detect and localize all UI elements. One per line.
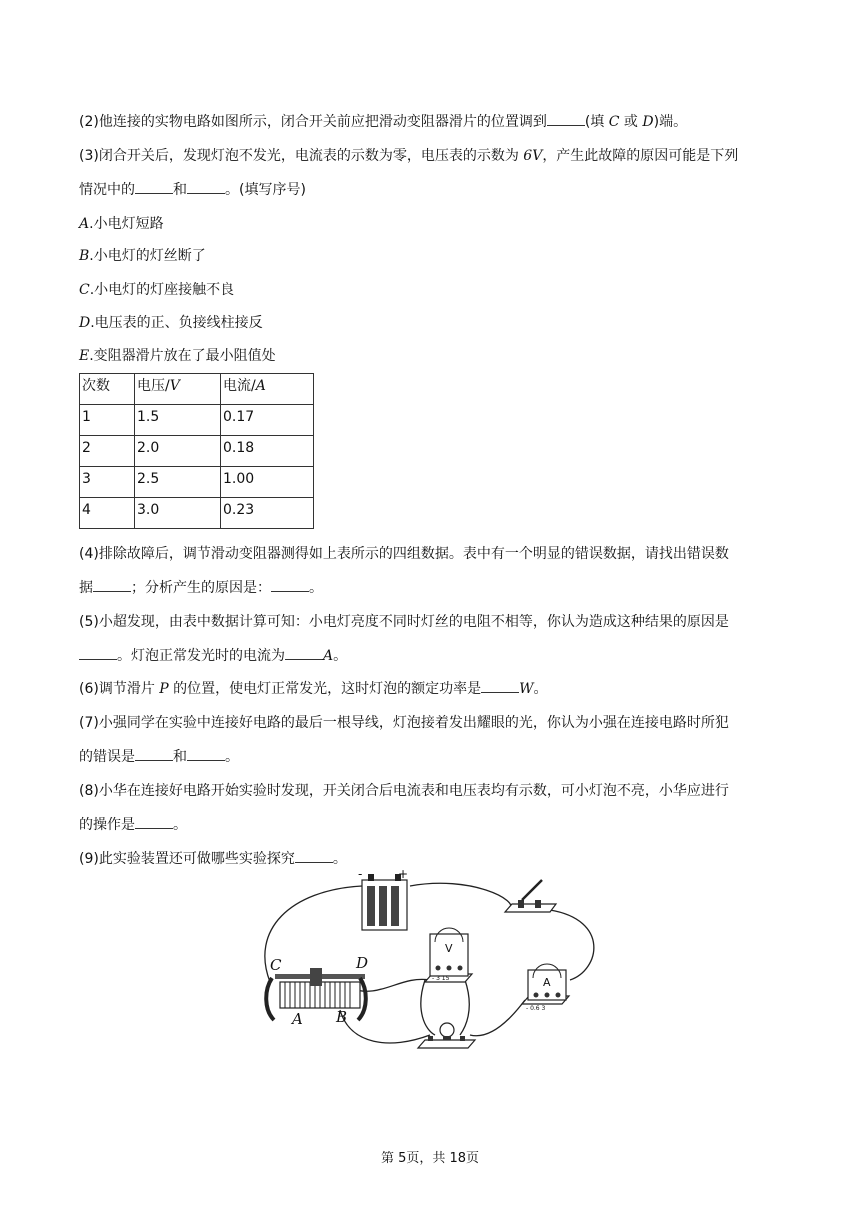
- ammeter-icon: [522, 964, 569, 1012]
- table-cell: 0.18: [221, 436, 314, 467]
- table-header-row: [80, 374, 314, 405]
- table-header: 电压/V: [135, 374, 221, 405]
- table-row: [80, 405, 314, 436]
- label-c: C: [270, 956, 282, 974]
- page-footer: 第 5页，共 18页: [380, 1151, 480, 1166]
- question-3-line2: 情况中的 和 。(填写序号): [79, 182, 306, 198]
- wire-rheostat-lamp: [340, 1010, 430, 1043]
- table-cell: 1.5: [135, 405, 221, 436]
- answer-blank[interactable]: [285, 646, 323, 660]
- question-2: (2)他连接的实物电路如图所示，闭合开关前应把滑动变阻器滑片的位置调到 (填 C 或 D)端。: [79, 114, 688, 130]
- table-cell: 0.23: [221, 498, 314, 529]
- table-row: [80, 467, 314, 498]
- battery-plus-label: +: [398, 870, 409, 881]
- table-cell: 0.17: [221, 405, 314, 436]
- answer-blank[interactable]: [79, 646, 117, 660]
- table-cell: 2: [80, 436, 135, 467]
- question-4-line2: 据 ；分析产生的原因是： 。: [79, 580, 323, 596]
- answer-blank[interactable]: [135, 180, 173, 194]
- option-c: C.小电灯的灯座接触不良: [79, 282, 235, 298]
- answer-blank[interactable]: [481, 679, 519, 693]
- answer-blank[interactable]: [547, 112, 585, 126]
- answer-blank[interactable]: [135, 747, 173, 761]
- battery-minus-label: -: [358, 870, 363, 881]
- table-cell: 1: [80, 405, 135, 436]
- label-d: D: [356, 954, 369, 972]
- question-3-line1: (3)闭合开关后，发现灯泡不发光，电流表的示数为零，电压表的示数为 6V，产生此故障的原因可能是下列: [79, 148, 739, 164]
- table-cell: 3: [80, 467, 135, 498]
- switch-icon[interactable]: [505, 880, 556, 912]
- data-table: [79, 373, 314, 529]
- table-cell: 1.00: [221, 467, 314, 498]
- label-a: A: [292, 1010, 303, 1028]
- question-8-line2: 的操作是 。: [79, 817, 187, 833]
- option-b: B.小电灯的灯丝断了: [79, 248, 206, 264]
- voltmeter-label: V: [445, 942, 453, 955]
- battery-icon: [358, 870, 408, 930]
- answer-blank[interactable]: [135, 815, 173, 829]
- wire-voltmeter-lamp-left: [421, 980, 435, 1035]
- circuit-figure: [250, 870, 610, 1060]
- table-row: [80, 498, 314, 529]
- question-7-line2: 的错误是 和 。: [79, 749, 239, 765]
- question-5-line1: (5)小超发现，由表中数据计算可知：小电灯亮度不同时灯丝的电阻不相等，你认为造成这种结果的原因是: [79, 614, 729, 630]
- question-9: (9)此实验装置还可做哪些实验探究 。: [79, 851, 347, 867]
- answer-blank[interactable]: [187, 180, 225, 194]
- answer-blank[interactable]: [271, 578, 309, 592]
- rheostat-icon[interactable]: [266, 968, 366, 1020]
- option-e: E.变阻器滑片放在了最小阻值处: [79, 348, 276, 364]
- answer-blank[interactable]: [93, 578, 131, 592]
- voltmeter-icon: [425, 928, 472, 982]
- answer-blank[interactable]: [295, 849, 333, 863]
- wire-lamp-ammeter: [470, 1000, 525, 1036]
- question-4-line1: (4)排除故障后，调节滑动变阻器测得如上表所示的四组数据。表中有一个明显的错误数据，请找出错误数: [79, 546, 729, 562]
- table-row: [80, 436, 314, 467]
- label-b: B: [336, 1008, 348, 1026]
- voltmeter-terminal-labels: - 3 15: [432, 975, 450, 982]
- slider-handle[interactable]: [310, 968, 322, 986]
- ammeter-terminal-labels: - 0.6 3: [526, 1005, 546, 1012]
- table-cell: 4: [80, 498, 135, 529]
- wire-voltmeter-lamp-right: [460, 980, 469, 1035]
- wire-battery-switch: [410, 883, 511, 910]
- table-cell: 2.5: [135, 467, 221, 498]
- table-header: 次数: [80, 374, 135, 405]
- question-5-line2: 。灯泡正常发光时的电流为 A。: [79, 646, 347, 666]
- question-7-line1: (7)小强同学在实验中连接好电路的最后一根导线，灯泡接着发出耀眼的光，你认为小强在连接电路时所犯: [79, 715, 729, 731]
- question-8-line1: (8)小华在连接好电路开始实验时发现，开关闭合后电流表和电压表均有示数，可小灯泡不亮，小华应进行: [79, 783, 729, 799]
- option-a: A.小电灯短路: [79, 216, 164, 232]
- table-cell: 3.0: [135, 498, 221, 529]
- ammeter-label: A: [543, 976, 551, 989]
- table-cell: 2.0: [135, 436, 221, 467]
- table-header: 电流/A: [221, 374, 314, 405]
- answer-blank[interactable]: [187, 747, 225, 761]
- question-6: (6)调节滑片 P 的位置，使电灯正常发光，这时灯泡的额定功率是 W。: [79, 681, 548, 697]
- option-d: D.电压表的正、负接线柱接反: [79, 315, 263, 331]
